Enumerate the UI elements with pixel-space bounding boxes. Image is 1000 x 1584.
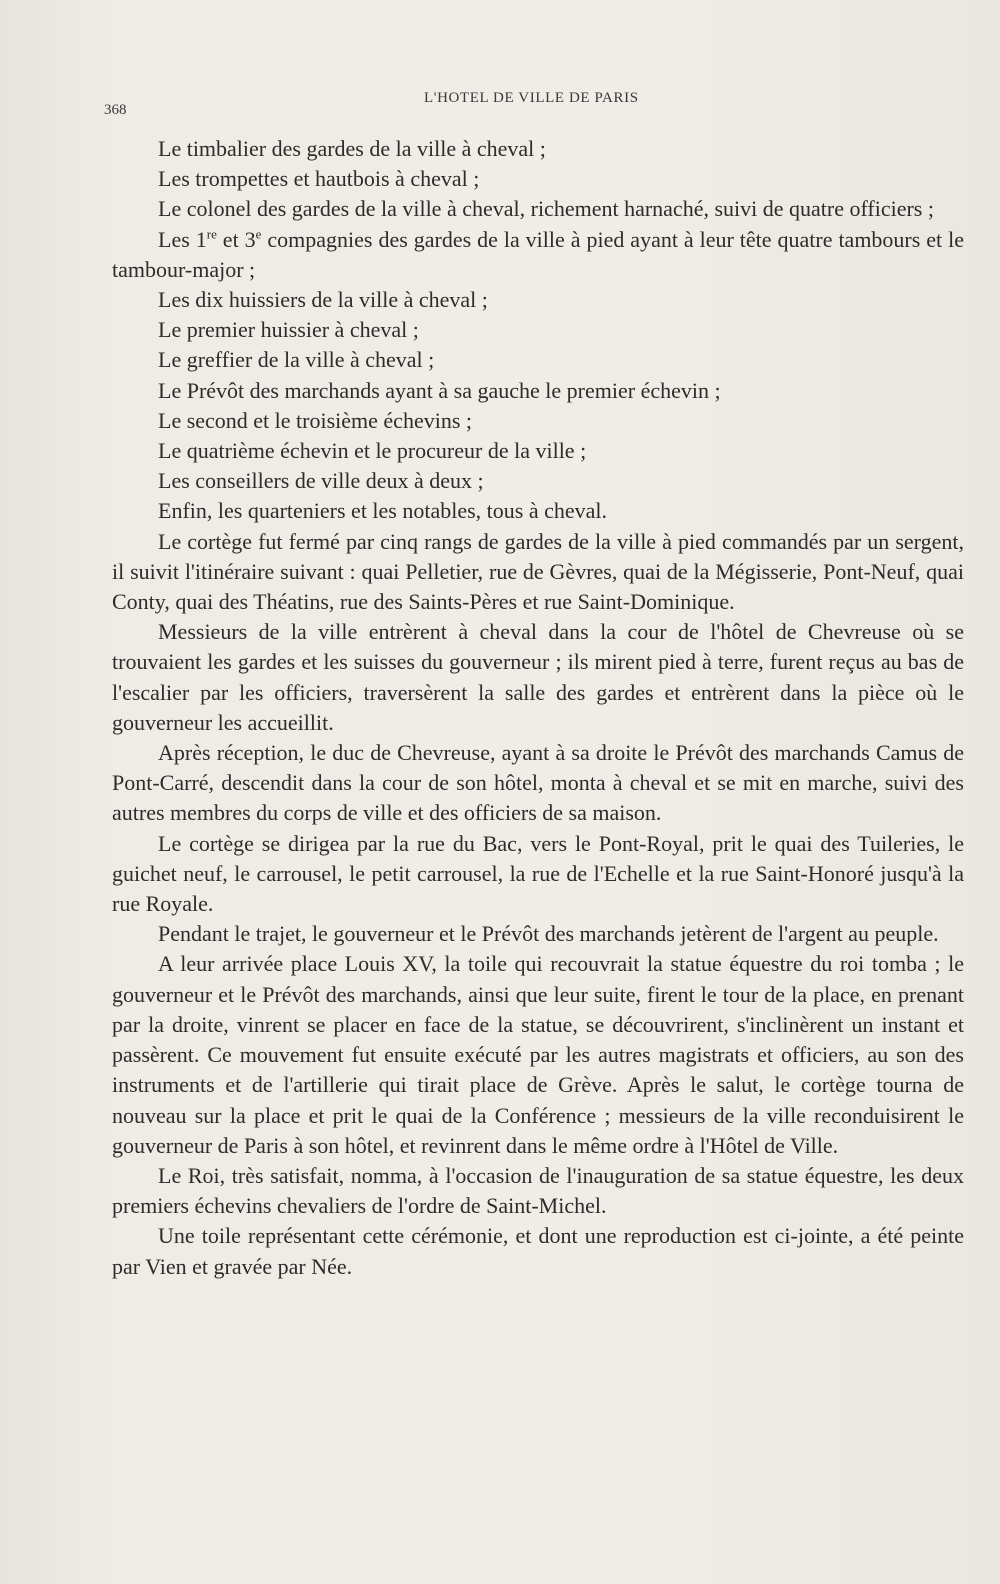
paragraph: Messieurs de la ville entrèrent à cheval dans la cour de l'hôtel de Chevreuse où se trouvaient les gardes et les suisses du gouverneur ; ils mirent pied à terre, furent reçus au bas de l'escalier par les officiers, traversèrent la salle des gardes et entrèrent dans la pièce où le gouverneur les accueillit. [112, 619, 964, 735]
paragraph: Le cortège fut fermé par cinq rangs de gardes de la ville à pied commandés par un sergent, il suivit l'itinéraire suivant : quai Pelletier, rue de Gèvres, quai de la Mégisserie, Pont-Neuf, quai Conty, quai des Théatins, rue des Saints-Pères et rue Saint-Dominique. [112, 528, 964, 615]
paragraph: Une toile représentant cette cérémonie, et dont une reproduction est ci-jointe, a été peinte par Vien et gravée par Née. [112, 1223, 964, 1279]
paragraph: Après réception, le duc de Chevreuse, ayant à sa droite le Prévôt des marchands Camus de Pont-Carré, descendit dans la cour de son hôtel, monta à cheval et se mit en marche, suivi des autres membres du corps de ville et des officiers de sa maison. [112, 740, 964, 826]
running-title: L'HOTEL DE VILLE DE PARIS [424, 90, 639, 106]
procession-line: Le quatrième échevin et le procureur de la ville ; [158, 438, 587, 464]
procession-line: Le premier huissier à cheval ; [158, 317, 419, 343]
procession-line: Le greffier de la ville à cheval ; [158, 347, 435, 373]
paragraph: A leur arrivée place Louis XV, la toile qui recouvrait la statue équestre du roi tomba ; le gouverneur et le Prévôt des marchands, ainsi que leur suite, firent le tour de la place, en prenant par la droite, vinrent se placer en face de la statue, se découvrirent, s'inclinèrent un instant et passèrent. Ce mouvement fut ensuite exécuté par les autres magistrats et officiers, au son des instruments et de l'artillerie qui tirait place de Grève. Après le salut, le cortège tourna de nouveau sur la place et prit le quai de la Conférence ; messieurs de la ville reconduisirent le gouverneur de Paris à son hôtel, et revinrent dans le même ordre à l'Hôtel de Ville. [112, 951, 964, 1158]
procession-line [112, 225, 964, 285]
ordinal-text: et 3 [216, 226, 256, 252]
page-number: 368 [104, 102, 127, 118]
procession-line: Le second et le troisième échevins ; [158, 407, 472, 433]
ordinal-superscript: e [255, 226, 262, 242]
ordinal-superscript: re [206, 226, 217, 242]
procession-line: Les trompettes et hautbois à cheval ; [158, 166, 480, 192]
ordinal-text: compagnies des gardes de la ville à pied ayant à leur tête quatre tambours et le tambour-major ; [112, 226, 965, 282]
procession-line: Enfin, les quarteniers et les notables, tous à cheval. [158, 498, 608, 524]
page-header [104, 90, 974, 120]
body-text [112, 134, 964, 1282]
paragraph: Le Roi, très satisfait, nomma, à l'occasion de l'inauguration de sa statue équestre, les deux premiers échevins chevaliers de l'ordre de Saint-Michel. [112, 1162, 964, 1219]
ordinal-text: Les 1 [158, 226, 207, 252]
procession-line: Le colonel des gardes de la ville à cheval, richement harnaché, suivi de quatre officiers ; [158, 196, 934, 222]
procession-line: Les dix huissiers de la ville à cheval ; [158, 287, 488, 313]
paragraph: Le cortège se dirigea par la rue du Bac, vers le Pont-Royal, prit le quai des Tuileries, le guichet neuf, le carrousel, le petit carrousel, la rue de l'Echelle et la rue Saint-Honoré jusqu'à la rue Royale. [112, 830, 964, 917]
paragraph: Pendant le trajet, le gouverneur et le Prévôt des marchands jetèrent de l'argent au peuple. [158, 921, 939, 947]
procession-line: Le Prévôt des marchands ayant à sa gauche le premier échevin ; [158, 377, 721, 403]
procession-line: Les conseillers de ville deux à deux ; [158, 468, 484, 494]
procession-line: Le timbalier des gardes de la ville à cheval ; [158, 136, 546, 161]
